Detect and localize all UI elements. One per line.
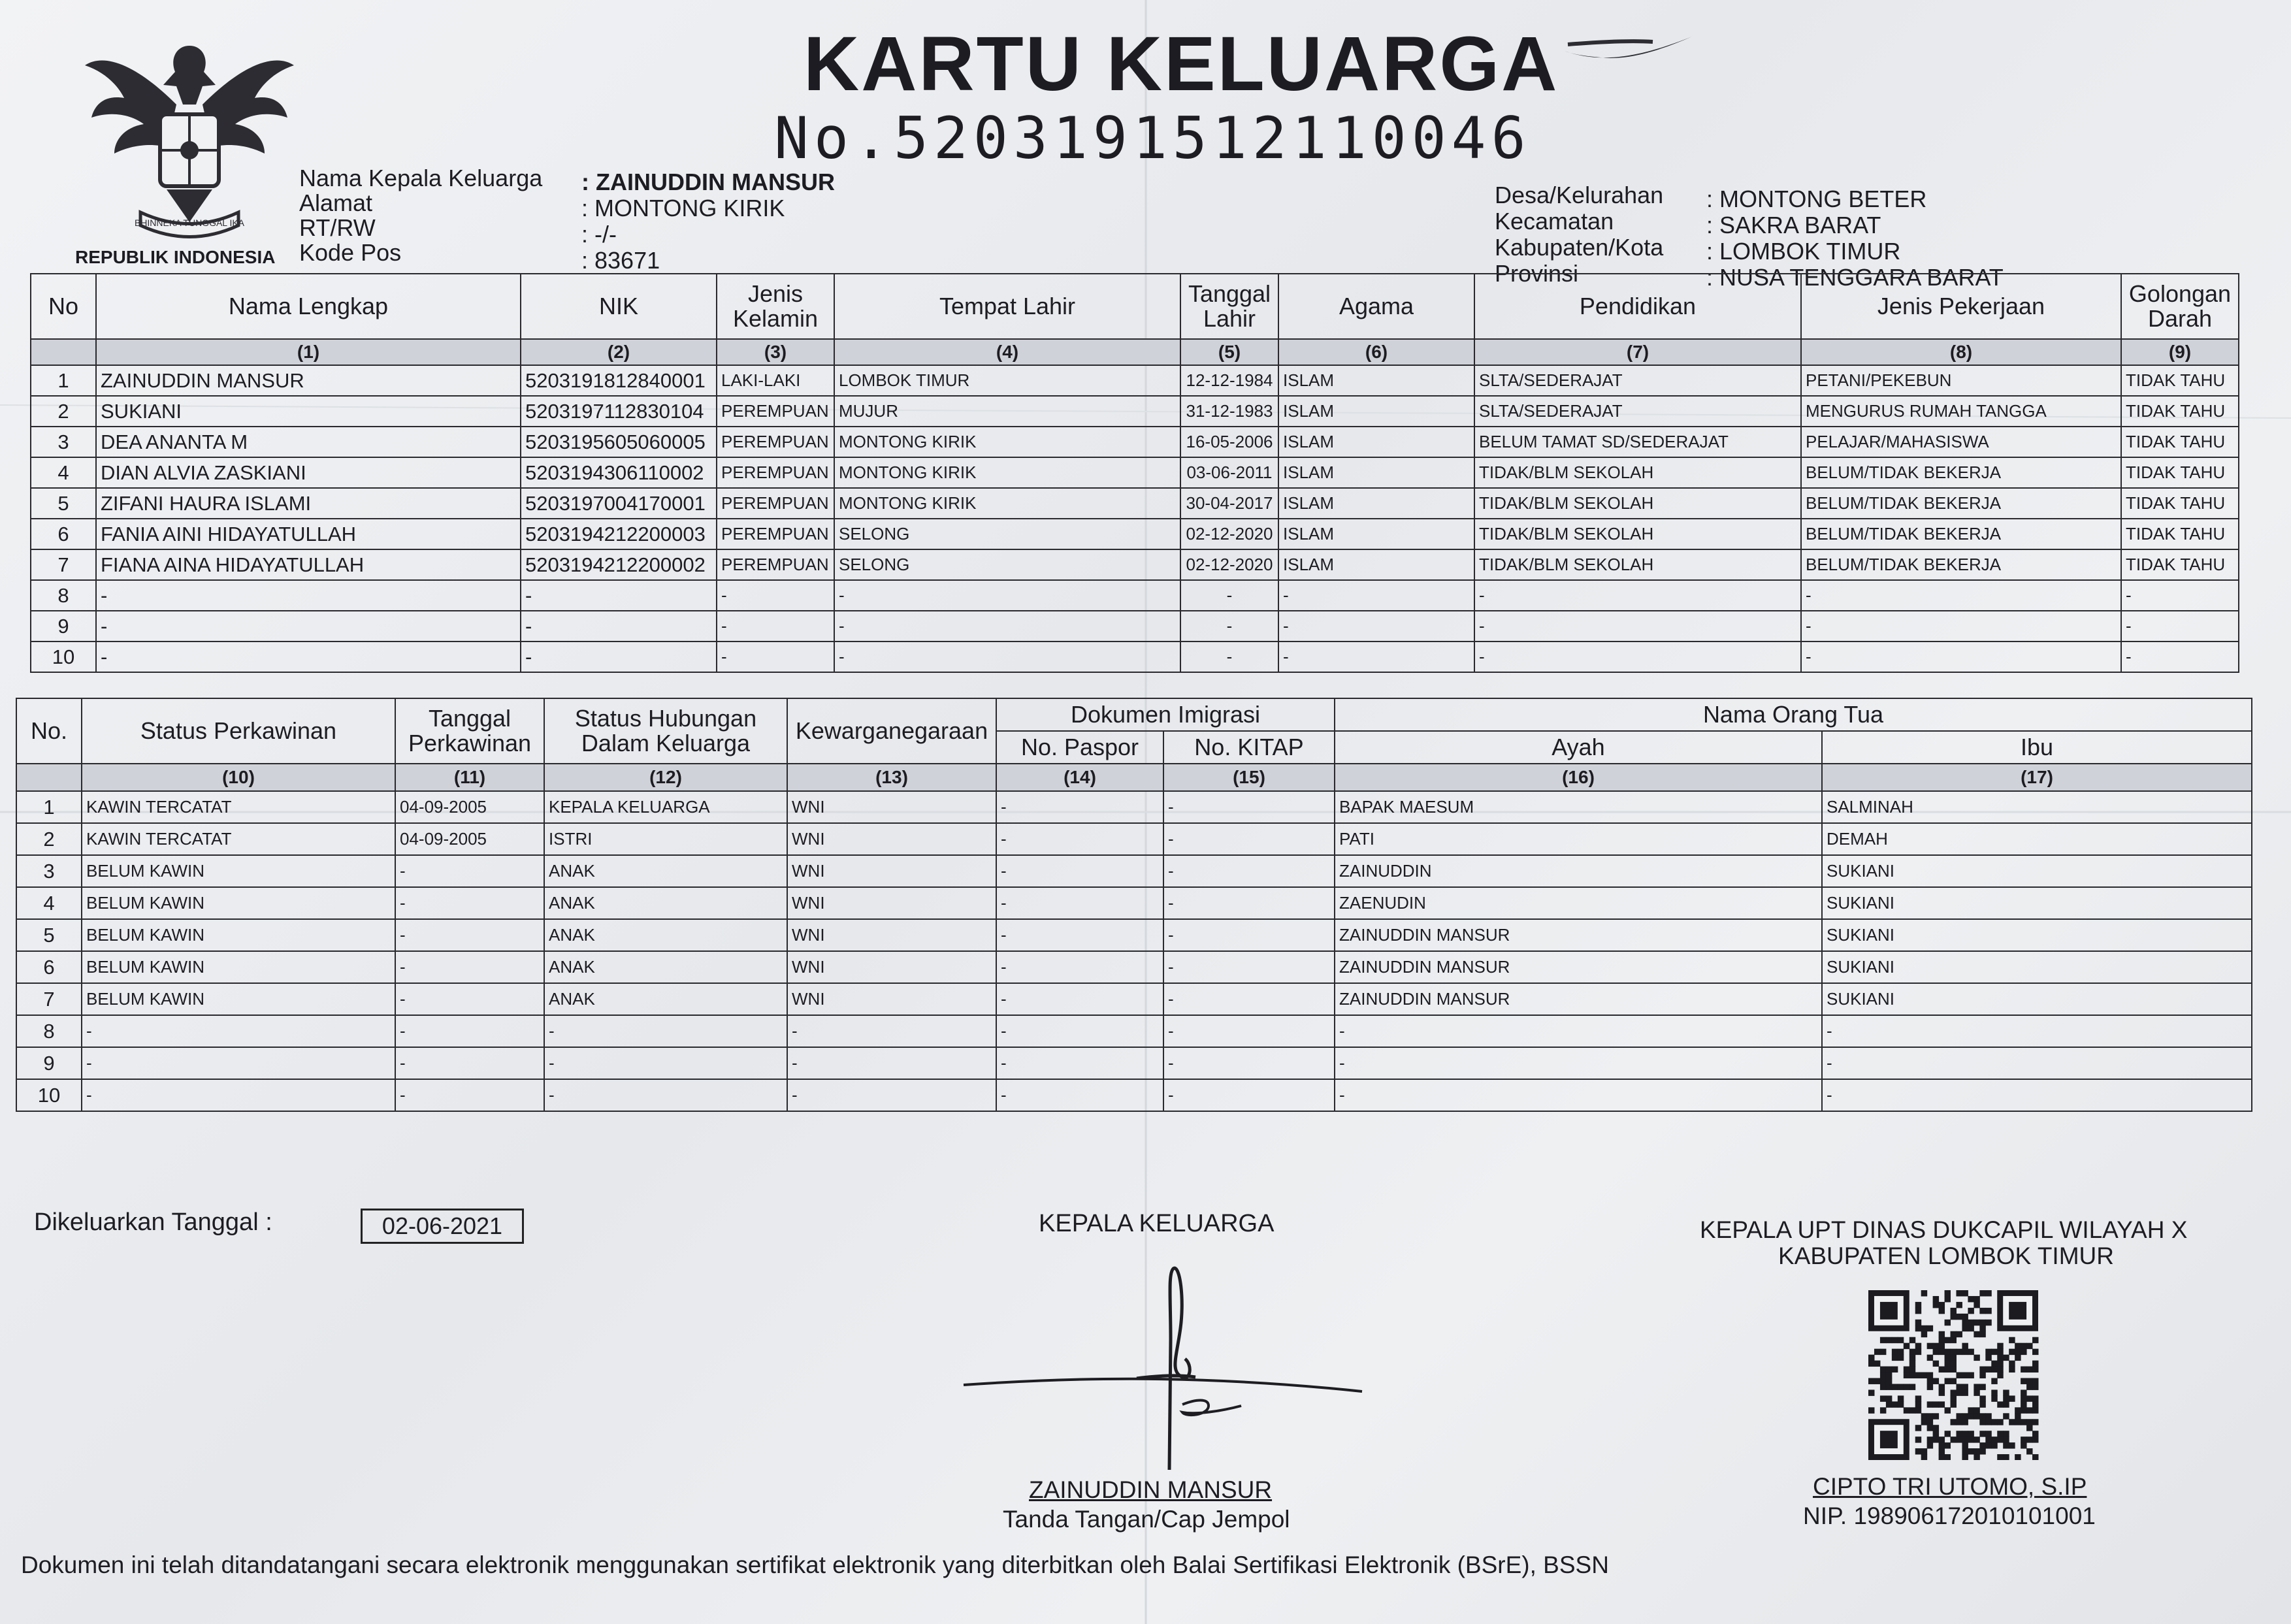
col-number: (4) — [834, 339, 1180, 365]
member-birthdate: 16-05-2006 — [1180, 427, 1278, 457]
mother-name: SUKIANI — [1822, 983, 2252, 1015]
svg-text:BHINNEKA TUNGGAL IKA: BHINNEKA TUNGGAL IKA — [134, 218, 245, 228]
member-blood-type: - — [2121, 641, 2239, 672]
member-no: 6 — [31, 519, 96, 549]
member-blood-type: - — [2121, 580, 2239, 611]
members-table-column-numbers — [31, 339, 2239, 365]
official-name: CIPTO TRI UTOMO, S.IP — [1813, 1473, 2087, 1500]
qr-code-icon — [1855, 1290, 2051, 1460]
family-relation: ANAK — [544, 983, 787, 1015]
head-signature-name: ZAINUDDIN MANSUR — [1029, 1476, 1273, 1503]
member-birthdate: 03-06-2011 — [1180, 457, 1278, 488]
marriage-date: 04-09-2005 — [395, 791, 544, 823]
member-name: - — [96, 611, 521, 641]
address-label: Alamat — [299, 189, 373, 216]
mother-name: DEMAH — [1822, 823, 2252, 855]
family-card-number: No.5203191512110046 — [774, 105, 1531, 172]
member-birthplace: MUJUR — [834, 396, 1180, 427]
member-sex: PEREMPUAN — [717, 457, 834, 488]
member-row — [31, 641, 2239, 672]
kitap-number: - — [1163, 919, 1335, 951]
member-birthdate: 02-12-2020 — [1180, 519, 1278, 549]
marriage-date: - — [395, 1079, 544, 1111]
passport-number: - — [996, 1047, 1163, 1079]
col-number: (9) — [2121, 339, 2239, 365]
col-number: (1) — [96, 339, 521, 365]
kitap-number: - — [1163, 1047, 1335, 1079]
status-no: 2 — [16, 823, 82, 855]
passport-number: - — [996, 823, 1163, 855]
passport-number: - — [996, 855, 1163, 887]
member-name: DEA ANANTA M — [96, 427, 521, 457]
mother-name: SUKIANI — [1822, 855, 2252, 887]
col-no2-header: No. — [16, 698, 82, 764]
family-relation: - — [544, 1015, 787, 1047]
member-birthplace: MONTONG KIRIK — [834, 427, 1180, 457]
citizenship: - — [787, 1079, 996, 1111]
mother-name: - — [1822, 1047, 2252, 1079]
member-name: FANIA AINI HIDAYATULLAH — [96, 519, 521, 549]
head-signature-title: KEPALA KELUARGA — [1039, 1210, 1275, 1237]
member-sex: LAKI-LAKI — [717, 365, 834, 396]
member-birthplace: - — [834, 611, 1180, 641]
member-no: 4 — [31, 457, 96, 488]
marriage-date: - — [395, 887, 544, 919]
kitap-number: - — [1163, 983, 1335, 1015]
member-row — [31, 519, 2239, 549]
member-row — [31, 611, 2239, 641]
family-relation: ANAK — [544, 919, 787, 951]
father-name: ZAINUDDIN — [1335, 855, 1822, 887]
member-no: 8 — [31, 580, 96, 611]
col-number: (14) — [996, 764, 1163, 791]
status-row — [16, 1079, 2252, 1111]
marriage-date: - — [395, 1015, 544, 1047]
col-nik-header: NIK — [521, 274, 717, 339]
member-sex: PEREMPUAN — [717, 549, 834, 580]
citizenship: WNI — [787, 855, 996, 887]
official-nip: NIP. 198906172010101001 — [1803, 1502, 2096, 1529]
member-blood-type: TIDAK TAHU — [2121, 488, 2239, 519]
village-label: Desa/Kelurahan — [1495, 182, 1664, 208]
head-label: Nama Kepala Keluarga — [299, 165, 543, 191]
col-passport-header: No. Paspor — [996, 731, 1163, 764]
mother-name: - — [1822, 1015, 2252, 1047]
family-relation: ISTRI — [544, 823, 787, 855]
member-occupation: - — [1801, 611, 2121, 641]
father-name: ZAENUDIN — [1335, 887, 1822, 919]
marriage-date: 04-09-2005 — [395, 823, 544, 855]
member-blood-type: TIDAK TAHU — [2121, 427, 2239, 457]
status-no: 4 — [16, 887, 82, 919]
member-education: SLTA/SEDERAJAT — [1474, 365, 1801, 396]
citizenship: WNI — [787, 951, 996, 983]
member-education: TIDAK/BLM SEKOLAH — [1474, 488, 1801, 519]
document-title: KARTU KELUARGA — [804, 21, 1559, 107]
member-blood-type: TIDAK TAHU — [2121, 549, 2239, 580]
member-religion: ISLAM — [1278, 396, 1474, 427]
member-name: ZAINUDDIN MANSUR — [96, 365, 521, 396]
member-sex: - — [717, 641, 834, 672]
member-name: - — [96, 641, 521, 672]
province-label: Provinsi — [1495, 260, 1579, 287]
col-marriage-date-header: Tanggal Perkawinan — [395, 698, 544, 764]
province-value: : NUSA TENGGARA BARAT — [1706, 264, 2004, 291]
member-no: 5 — [31, 488, 96, 519]
member-nik: - — [521, 611, 717, 641]
rtrw-label: RT/RW — [299, 214, 376, 241]
family-relation: ANAK — [544, 887, 787, 919]
member-occupation: MENGURUS RUMAH TANGGA — [1801, 396, 2121, 427]
father-name: ZAINUDDIN MANSUR — [1335, 951, 1822, 983]
regency-value: : LOMBOK TIMUR — [1706, 238, 1901, 265]
member-blood-type: - — [2121, 611, 2239, 641]
status-row — [16, 1015, 2252, 1047]
member-occupation: - — [1801, 580, 2121, 611]
status-row — [16, 983, 2252, 1015]
member-education: SLTA/SEDERAJAT — [1474, 396, 1801, 427]
member-name: DIAN ALVIA ZASKIANI — [96, 457, 521, 488]
member-birthdate: 12-12-1984 — [1180, 365, 1278, 396]
member-sex: - — [717, 580, 834, 611]
member-blood-type: TIDAK TAHU — [2121, 519, 2239, 549]
member-blood-type: TIDAK TAHU — [2121, 365, 2239, 396]
rtrw-value: : -/- — [581, 221, 617, 248]
member-birthdate: 02-12-2020 — [1180, 549, 1278, 580]
member-blood-type: TIDAK TAHU — [2121, 396, 2239, 427]
col-citizenship-header: Kewarganegaraan — [787, 698, 996, 764]
member-nik: - — [521, 580, 717, 611]
col-birthplace-header: Tempat Lahir — [834, 274, 1180, 339]
col-number: (5) — [1180, 339, 1278, 365]
member-education: - — [1474, 611, 1801, 641]
member-row — [31, 427, 2239, 457]
member-birthdate: - — [1180, 641, 1278, 672]
member-religion: ISLAM — [1278, 488, 1474, 519]
status-no: 1 — [16, 791, 82, 823]
member-no: 3 — [31, 427, 96, 457]
status-no: 6 — [16, 951, 82, 983]
mother-name: - — [1822, 1079, 2252, 1111]
kitap-number: - — [1163, 951, 1335, 983]
mother-name: SALMINAH — [1822, 791, 2252, 823]
col-number: (13) — [787, 764, 996, 791]
status-table — [16, 698, 2252, 1112]
member-religion: ISLAM — [1278, 427, 1474, 457]
status-row — [16, 1047, 2252, 1079]
citizenship: WNI — [787, 791, 996, 823]
member-birthdate: 30-04-2017 — [1180, 488, 1278, 519]
status-no: 8 — [16, 1015, 82, 1047]
member-birthplace: MONTONG KIRIK — [834, 457, 1180, 488]
member-sex: - — [717, 611, 834, 641]
passport-number: - — [996, 919, 1163, 951]
member-no: 1 — [31, 365, 96, 396]
mother-name: SUKIANI — [1822, 951, 2252, 983]
citizenship: - — [787, 1047, 996, 1079]
member-occupation: PELAJAR/MAHASISWA — [1801, 427, 2121, 457]
marriage-date: - — [395, 1047, 544, 1079]
member-sex: PEREMPUAN — [717, 519, 834, 549]
member-sex: PEREMPUAN — [717, 427, 834, 457]
member-row — [31, 549, 2239, 580]
member-occupation: BELUM/TIDAK BEKERJA — [1801, 457, 2121, 488]
member-name: - — [96, 580, 521, 611]
member-sex: PEREMPUAN — [717, 488, 834, 519]
col-number: (7) — [1474, 339, 1801, 365]
kitap-number: - — [1163, 791, 1335, 823]
status-row — [16, 791, 2252, 823]
member-religion: ISLAM — [1278, 519, 1474, 549]
member-religion: ISLAM — [1278, 365, 1474, 396]
col-number — [16, 764, 82, 791]
passport-number: - — [996, 791, 1163, 823]
member-religion: ISLAM — [1278, 549, 1474, 580]
kitap-number: - — [1163, 1079, 1335, 1111]
member-row — [31, 580, 2239, 611]
member-education: TIDAK/BLM SEKOLAH — [1474, 519, 1801, 549]
marital-status: KAWIN TERCATAT — [82, 823, 395, 855]
kitap-number: - — [1163, 887, 1335, 919]
official-title-line2: KABUPATEN LOMBOK TIMUR — [1778, 1242, 2114, 1269]
col-occupation-header: Jenis Pekerjaan — [1801, 274, 2121, 339]
col-mother-header: Ibu — [1822, 731, 2252, 764]
address-value: : MONTONG KIRIK — [581, 195, 785, 221]
father-name: BAPAK MAESUM — [1335, 791, 1822, 823]
col-birthdate-header: Tanggal Lahir — [1180, 274, 1278, 339]
member-no: 2 — [31, 396, 96, 427]
village-value: : MONTONG BETER — [1706, 186, 1927, 212]
district-value: : SAKRA BARAT — [1706, 212, 1881, 238]
kitap-number: - — [1163, 823, 1335, 855]
member-no: 10 — [31, 641, 96, 672]
member-row — [31, 365, 2239, 396]
passport-number: - — [996, 983, 1163, 1015]
members-table-header — [31, 274, 2239, 339]
father-name: - — [1335, 1047, 1822, 1079]
status-table-column-numbers — [16, 764, 2252, 791]
member-nik: 5203195605060005 — [521, 427, 717, 457]
status-no: 5 — [16, 919, 82, 951]
member-education: TIDAK/BLM SEKOLAH — [1474, 457, 1801, 488]
marital-status: KAWIN TERCATAT — [82, 791, 395, 823]
col-number: (16) — [1335, 764, 1822, 791]
col-parents-header: Nama Orang Tua — [1335, 698, 2252, 731]
status-row — [16, 951, 2252, 983]
electronic-signature-disclaimer: Dokumen ini telah ditandatangani secara elektronik menggunakan sertifikat elektronik yang diterbitkan oleh Balai Sertifikasi Elektronik (BSrE), BSSN — [21, 1551, 1609, 1578]
col-marital-header: Status Perkawinan — [82, 698, 395, 764]
passport-number: - — [996, 1015, 1163, 1047]
marital-status: - — [82, 1047, 395, 1079]
status-row — [16, 919, 2252, 951]
member-row — [31, 396, 2239, 427]
member-sex: PEREMPUAN — [717, 396, 834, 427]
member-nik: 5203194306110002 — [521, 457, 717, 488]
member-occupation: BELUM/TIDAK BEKERJA — [1801, 488, 2121, 519]
garuda-emblem-icon — [78, 26, 301, 248]
issued-date-value: 02-06-2021 — [361, 1209, 524, 1244]
col-religion-header: Agama — [1278, 274, 1474, 339]
family-relation: ANAK — [544, 951, 787, 983]
handwritten-signature-icon — [960, 1261, 1365, 1476]
family-relation: - — [544, 1047, 787, 1079]
head-signature-note: Tanda Tangan/Cap Jempol — [1003, 1506, 1290, 1533]
marital-status: BELUM KAWIN — [82, 887, 395, 919]
marital-status: BELUM KAWIN — [82, 983, 395, 1015]
republik-indonesia-caption: REPUBLIK INDONESIA — [75, 247, 276, 267]
member-religion: - — [1278, 611, 1474, 641]
status-no: 9 — [16, 1047, 82, 1079]
status-row — [16, 887, 2252, 919]
father-name: ZAINUDDIN MANSUR — [1335, 983, 1822, 1015]
marital-status: BELUM KAWIN — [82, 951, 395, 983]
col-number: (2) — [521, 339, 717, 365]
citizenship: WNI — [787, 887, 996, 919]
postal-value: : 83671 — [581, 247, 660, 274]
col-number — [31, 339, 96, 365]
father-name: - — [1335, 1079, 1822, 1111]
member-education: TIDAK/BLM SEKOLAH — [1474, 549, 1801, 580]
member-occupation: - — [1801, 641, 2121, 672]
kitap-number: - — [1163, 855, 1335, 887]
member-no: 9 — [31, 611, 96, 641]
status-no: 7 — [16, 983, 82, 1015]
col-kitap-header: No. KITAP — [1163, 731, 1335, 764]
member-birthplace: SELONG — [834, 519, 1180, 549]
citizenship: - — [787, 1015, 996, 1047]
member-no: 7 — [31, 549, 96, 580]
member-nik: 5203197004170001 — [521, 488, 717, 519]
member-occupation: BELUM/TIDAK BEKERJA — [1801, 519, 2121, 549]
mother-name: SUKIANI — [1822, 887, 2252, 919]
member-name: FIANA AINA HIDAYATULLAH — [96, 549, 521, 580]
status-row — [16, 823, 2252, 855]
passport-number: - — [996, 1079, 1163, 1111]
family-relation: - — [544, 1079, 787, 1111]
member-birthdate: - — [1180, 580, 1278, 611]
col-education-header: Pendidikan — [1474, 274, 1801, 339]
col-blood-header: Golongan Darah — [2121, 274, 2239, 339]
member-name: ZIFANI HAURA ISLAMI — [96, 488, 521, 519]
member-religion: - — [1278, 641, 1474, 672]
marital-status: BELUM KAWIN — [82, 919, 395, 951]
regency-label: Kabupaten/Kota — [1495, 234, 1664, 261]
marital-status: - — [82, 1015, 395, 1047]
col-sex-header: Jenis Kelamin — [717, 274, 834, 339]
passport-number: - — [996, 887, 1163, 919]
col-number: (8) — [1801, 339, 2121, 365]
member-birthplace: MONTONG KIRIK — [834, 488, 1180, 519]
marriage-date: - — [395, 951, 544, 983]
status-no: 10 — [16, 1079, 82, 1111]
member-nik: - — [521, 641, 717, 672]
col-father-header: Ayah — [1335, 731, 1822, 764]
marriage-date: - — [395, 919, 544, 951]
col-number: (15) — [1163, 764, 1335, 791]
head-value: : ZAINUDDIN MANSUR — [581, 169, 835, 195]
member-birthdate: 31-12-1983 — [1180, 396, 1278, 427]
district-label: Kecamatan — [1495, 208, 1614, 235]
col-immigration-header: Dokumen Imigrasi — [996, 698, 1335, 731]
kitap-number: - — [1163, 1015, 1335, 1047]
status-row — [16, 855, 2252, 887]
status-no: 3 — [16, 855, 82, 887]
citizenship: WNI — [787, 983, 996, 1015]
passport-number: - — [996, 951, 1163, 983]
member-row — [31, 457, 2239, 488]
member-birthplace: - — [834, 580, 1180, 611]
pen-mark-icon — [1561, 31, 1698, 77]
member-education: - — [1474, 580, 1801, 611]
col-name-header: Nama Lengkap — [96, 274, 521, 339]
father-name: ZAINUDDIN MANSUR — [1335, 919, 1822, 951]
mother-name: SUKIANI — [1822, 919, 2252, 951]
col-relation-header: Status Hubungan Dalam Keluarga — [544, 698, 787, 764]
member-occupation: PETANI/PEKEBUN — [1801, 365, 2121, 396]
marital-status: BELUM KAWIN — [82, 855, 395, 887]
member-name: SUKIANI — [96, 396, 521, 427]
member-nik: 5203197112830104 — [521, 396, 717, 427]
member-education: - — [1474, 641, 1801, 672]
citizenship: WNI — [787, 823, 996, 855]
member-birthdate: - — [1180, 611, 1278, 641]
member-nik: 5203191812840001 — [521, 365, 717, 396]
member-birthplace: - — [834, 641, 1180, 672]
status-table-header — [16, 698, 2252, 731]
marriage-date: - — [395, 983, 544, 1015]
member-education: BELUM TAMAT SD/SEDERAJAT — [1474, 427, 1801, 457]
citizenship: WNI — [787, 919, 996, 951]
col-number: (10) — [82, 764, 395, 791]
father-name: - — [1335, 1015, 1822, 1047]
col-no-header: No — [31, 274, 96, 339]
official-title-line1: KEPALA UPT DINAS DUKCAPIL WILAYAH X — [1700, 1216, 2188, 1243]
col-number: (17) — [1822, 764, 2252, 791]
postal-label: Kode Pos — [299, 239, 402, 266]
member-nik: 5203194212200003 — [521, 519, 717, 549]
member-nik: 5203194212200002 — [521, 549, 717, 580]
col-number: (11) — [395, 764, 544, 791]
member-religion: - — [1278, 580, 1474, 611]
issued-date-label: Dikeluarkan Tanggal : — [34, 1209, 272, 1236]
member-occupation: BELUM/TIDAK BEKERJA — [1801, 549, 2121, 580]
family-relation: KEPALA KELUARGA — [544, 791, 787, 823]
col-number: (12) — [544, 764, 787, 791]
member-religion: ISLAM — [1278, 457, 1474, 488]
col-number: (3) — [717, 339, 834, 365]
member-birthplace: LOMBOK TIMUR — [834, 365, 1180, 396]
family-relation: ANAK — [544, 855, 787, 887]
members-table — [30, 273, 2239, 673]
father-name: PATI — [1335, 823, 1822, 855]
col-number: (6) — [1278, 339, 1474, 365]
marriage-date: - — [395, 855, 544, 887]
member-row — [31, 488, 2239, 519]
marital-status: - — [82, 1079, 395, 1111]
member-blood-type: TIDAK TAHU — [2121, 457, 2239, 488]
member-birthplace: SELONG — [834, 549, 1180, 580]
